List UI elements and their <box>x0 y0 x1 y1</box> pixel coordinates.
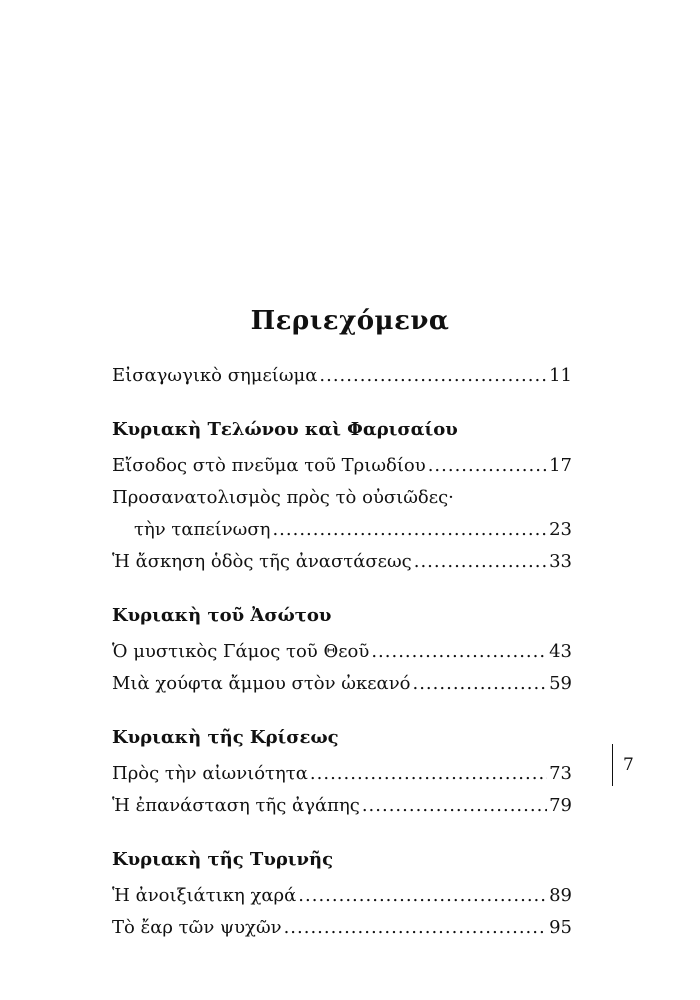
section-heading: Κυριακὴ τῆς Τυρινῆς <box>112 849 334 870</box>
dot-leader <box>319 360 547 392</box>
toc-entry-label: τὴν ταπείνωση <box>134 519 271 540</box>
dot-leader <box>371 636 547 668</box>
toc-entry <box>112 790 572 822</box>
toc-entry <box>112 758 572 790</box>
toc-entry-label: Ἡ ἀνοιξιάτικη χαρά <box>112 885 297 906</box>
toc-entry-page: 73 <box>549 763 572 784</box>
toc-entry-label: Εἴσοδος στὸ πνεῦμα τοῦ Τριωδίου <box>112 455 426 476</box>
toc-entry-page: 79 <box>549 795 572 816</box>
toc-entry-page: 89 <box>549 885 572 906</box>
section-heading: Κυριακὴ τοῦ Ἀσώτου <box>112 605 332 626</box>
dot-leader <box>362 790 547 822</box>
toc-entry <box>112 880 572 912</box>
toc-entry <box>112 636 572 668</box>
toc-entry-page: 95 <box>549 917 572 938</box>
toc-entry-label: Ὁ μυστικὸς Γάμος τοῦ Θεοῦ <box>112 641 370 662</box>
toc-entry-label: Μιὰ χούφτα ἄμμου στὸν ὠκεανό <box>112 673 411 694</box>
section-heading: Κυριακὴ Τελώνου καὶ Φαρισαίου <box>112 419 458 440</box>
table-of-contents <box>112 360 572 944</box>
dot-leader <box>272 514 547 546</box>
toc-entry <box>112 450 572 482</box>
dot-leader <box>310 758 547 790</box>
dot-leader <box>298 880 547 912</box>
toc-entry-page: 33 <box>549 551 572 572</box>
toc-entry-label: Ἡ ἐπανάσταση τῆς ἀγάπης <box>112 795 360 816</box>
section-heading: Κυριακὴ τῆς Κρίσεως <box>112 727 339 748</box>
toc-entry-page: 17 <box>549 455 572 476</box>
toc-entry-label: Πρὸς τὴν αἰωνιότητα <box>112 763 308 784</box>
dot-leader <box>414 546 547 578</box>
dot-leader <box>412 668 547 700</box>
dot-leader <box>284 912 548 944</box>
toc-entry-page: 11 <box>549 365 572 386</box>
toc-entry <box>112 912 572 944</box>
toc-entry-page: 43 <box>549 641 572 662</box>
toc-entry-intro <box>112 360 572 392</box>
page-number: 7 <box>612 744 634 786</box>
toc-entry-first-line: Προσανατολισμὸς πρὸς τὸ οὐσιῶδες· <box>112 487 454 508</box>
toc-entry-label: Εἰσαγωγικὸ σημείωμα <box>112 365 318 386</box>
toc-entry <box>112 668 572 700</box>
toc-entry-label: Τὸ ἔαρ τῶν ψυχῶν <box>112 917 282 938</box>
toc-entry-label: Ἡ ἄσκηση ὁδὸς τῆς ἀναστάσεως <box>112 551 412 572</box>
toc-entry <box>112 514 572 546</box>
toc-entry <box>112 546 572 578</box>
page-title: Περιεχόμενα <box>250 306 450 336</box>
dot-leader <box>428 450 547 482</box>
toc-entry-page: 59 <box>549 673 572 694</box>
toc-entry-page: 23 <box>549 519 572 540</box>
